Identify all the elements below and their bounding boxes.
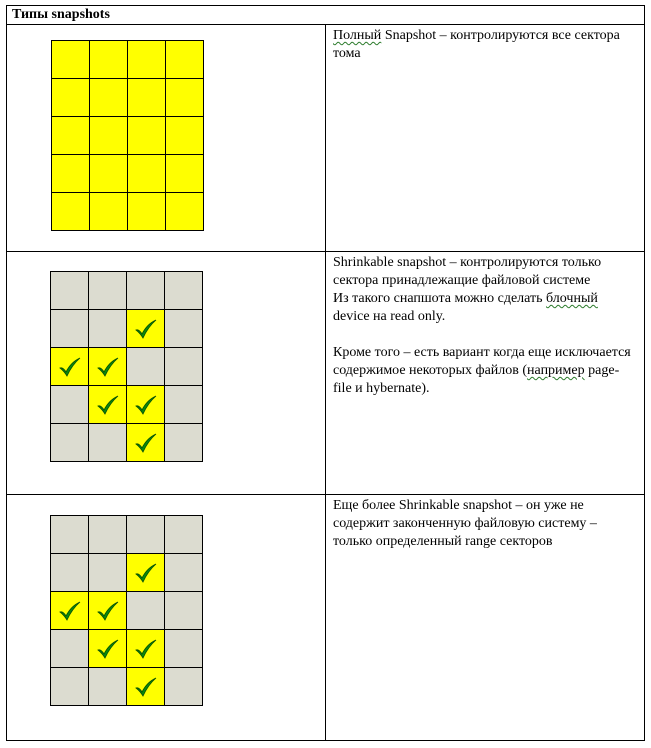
text-run: Кроме того – есть вариант когда еще исключается содержимое некоторых файлов (	[333, 345, 631, 378]
empty-sector	[51, 310, 89, 348]
empty-sector	[165, 386, 203, 424]
checkmark-icon	[96, 355, 120, 379]
checked-sector	[127, 386, 165, 424]
checked-sector	[51, 592, 89, 630]
filled-sector	[52, 155, 90, 193]
spellcheck-word: например	[527, 363, 585, 378]
checkmark-icon	[134, 675, 158, 699]
checked-sector	[127, 424, 165, 462]
checkmark-icon	[134, 561, 158, 585]
checked-sector	[89, 348, 127, 386]
empty-sector	[51, 272, 89, 310]
empty-sector	[165, 554, 203, 592]
filled-sector	[90, 79, 128, 117]
empty-sector	[165, 310, 203, 348]
filled-sector	[90, 193, 128, 231]
table-row	[7, 495, 645, 741]
sector-grid	[51, 40, 204, 231]
empty-sector	[89, 516, 127, 554]
range-snapshot-description	[326, 495, 645, 741]
filled-sector	[52, 41, 90, 79]
filled-sector	[128, 155, 166, 193]
spellcheck-word: Полный	[333, 28, 382, 43]
empty-sector	[51, 630, 89, 668]
checked-sector	[51, 348, 89, 386]
empty-sector	[165, 630, 203, 668]
filled-sector	[52, 79, 90, 117]
checkmark-icon	[58, 599, 82, 623]
empty-sector	[165, 272, 203, 310]
empty-sector	[51, 386, 89, 424]
description-paragraph	[333, 290, 636, 326]
text-run: Shrinkable snapshot – контролируются только сектора принадлежащие файловой системе	[333, 255, 602, 288]
checked-sector	[127, 630, 165, 668]
description-paragraph	[333, 497, 636, 551]
full-snapshot-description	[326, 25, 645, 252]
empty-sector	[165, 424, 203, 462]
empty-sector	[89, 272, 127, 310]
checked-sector	[127, 554, 165, 592]
checkmark-icon	[96, 599, 120, 623]
shrinkable-snapshot-description	[326, 252, 645, 495]
empty-sector	[51, 554, 89, 592]
text-run: page-file и hybernate).	[333, 363, 620, 396]
checkmark-icon	[96, 393, 120, 417]
full-snapshot-illustration	[7, 25, 326, 252]
empty-sector	[51, 668, 89, 706]
range-snapshot-illustration	[7, 495, 326, 741]
filled-sector	[128, 79, 166, 117]
sector-grid	[50, 515, 203, 706]
empty-sector	[51, 516, 89, 554]
empty-sector	[89, 554, 127, 592]
filled-sector	[90, 155, 128, 193]
filled-sector	[90, 117, 128, 155]
empty-sector	[127, 592, 165, 630]
text-run: device на read only.	[333, 309, 446, 324]
checked-sector	[89, 386, 127, 424]
checked-sector	[127, 310, 165, 348]
table-header: Типы snapshots	[7, 6, 645, 25]
shrinkable-snapshot-illustration	[7, 252, 326, 495]
sector-grid	[50, 271, 203, 462]
empty-sector	[51, 424, 89, 462]
filled-sector	[166, 79, 204, 117]
description-paragraph	[333, 27, 636, 63]
blank-line	[333, 326, 636, 344]
table-row	[7, 25, 645, 252]
checkmark-icon	[134, 637, 158, 661]
empty-sector	[127, 272, 165, 310]
text-run: Snapshot – контролируются все сектора тома	[333, 28, 620, 61]
empty-sector	[165, 668, 203, 706]
checkmark-icon	[58, 355, 82, 379]
empty-sector	[127, 516, 165, 554]
filled-sector	[128, 41, 166, 79]
checkmark-icon	[134, 431, 158, 455]
empty-sector	[127, 348, 165, 386]
description-paragraph	[333, 344, 636, 398]
table-row	[7, 252, 645, 495]
text-run: Еще более Shrinkable snapshot – он уже не содержит законченную файловую систему – только определенный range секторов	[333, 498, 597, 549]
filled-sector	[128, 117, 166, 155]
empty-sector	[165, 516, 203, 554]
description-paragraph	[333, 254, 636, 290]
empty-sector	[89, 668, 127, 706]
filled-sector	[166, 41, 204, 79]
filled-sector	[90, 41, 128, 79]
checkmark-icon	[134, 317, 158, 341]
checked-sector	[89, 592, 127, 630]
spellcheck-word: блочный	[546, 291, 598, 306]
snapshot-types-table	[6, 5, 645, 741]
text-run: Из такого снапшота можно сделать	[333, 291, 547, 306]
checkmark-icon	[96, 637, 120, 661]
checkmark-icon	[134, 393, 158, 417]
filled-sector	[52, 193, 90, 231]
filled-sector	[166, 117, 204, 155]
checked-sector	[89, 630, 127, 668]
filled-sector	[166, 155, 204, 193]
filled-sector	[52, 117, 90, 155]
empty-sector	[165, 592, 203, 630]
empty-sector	[165, 348, 203, 386]
checked-sector	[127, 668, 165, 706]
filled-sector	[128, 193, 166, 231]
empty-sector	[89, 310, 127, 348]
filled-sector	[166, 193, 204, 231]
empty-sector	[89, 424, 127, 462]
